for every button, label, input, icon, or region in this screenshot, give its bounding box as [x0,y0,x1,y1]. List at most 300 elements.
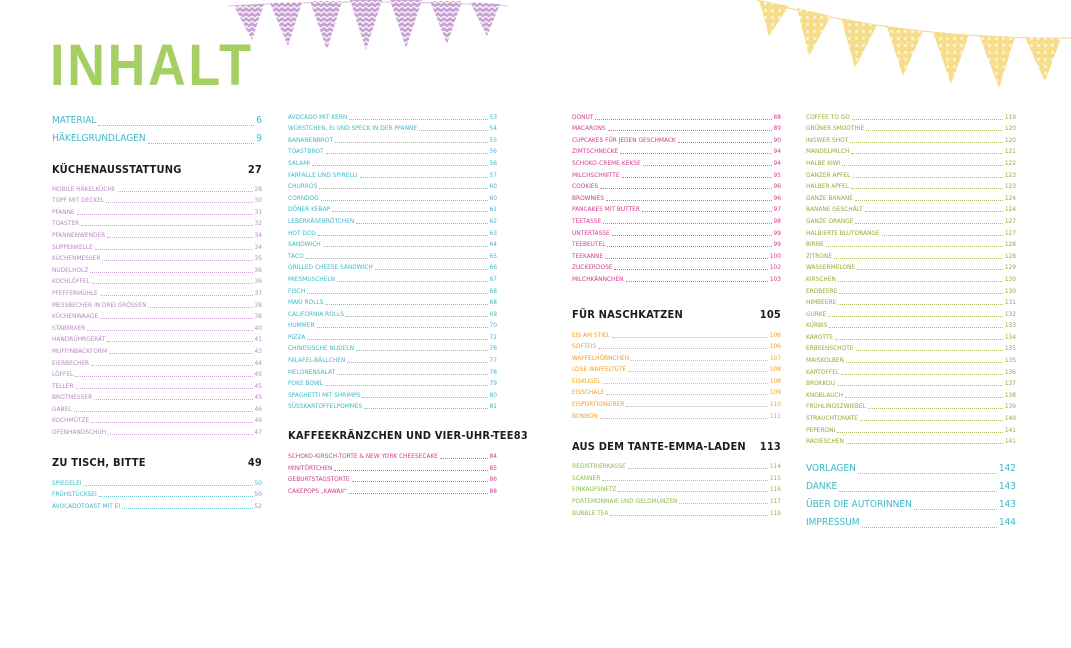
toc-dot-leader [826,246,1003,247]
toc-entry[interactable] [52,500,262,512]
toc-dot-leader [850,142,1003,143]
toc-entry[interactable] [572,227,781,239]
toc-entry-label: LEBERKÄSEBRÖTCHEN [288,216,355,225]
toc-entry[interactable] [806,134,1016,146]
toc-entry-page: 28 [254,184,262,193]
toc-column-1 [52,111,262,512]
toc-entry[interactable] [806,308,1016,320]
toc-entry[interactable] [572,273,781,285]
toc-dot-leader [841,374,1003,375]
toc-entry[interactable] [572,146,781,158]
toc-dot-leader [362,397,487,398]
toc-entry-page: 109 [769,388,781,397]
toc-entry[interactable] [288,273,497,285]
toc-entry[interactable] [52,489,262,501]
toc-entry[interactable] [288,485,497,497]
toc-entry[interactable] [572,387,781,399]
toc-entry[interactable] [52,345,262,357]
toc-entry[interactable] [572,364,781,376]
toc-dot-leader [347,362,487,363]
toc-entry[interactable] [288,123,497,135]
toc-entry[interactable] [52,229,262,241]
toc-entry[interactable] [806,227,1016,239]
toc-dot-leader [834,258,1003,259]
toc-entry[interactable] [806,331,1016,343]
toc-entry-page: 129 [1004,263,1016,272]
toc-dot-leader [307,339,487,340]
toc-entry[interactable] [52,299,262,311]
toc-entry-page: 34 [254,242,262,251]
toc-dot-leader [148,307,252,308]
toc-entry-page: 76 [489,344,497,353]
toc-entry[interactable] [288,192,497,204]
toc-dot-leader [364,408,487,409]
toc-entry[interactable] [572,262,781,274]
toc-entry[interactable] [806,215,1016,227]
toc-entry[interactable] [52,415,262,427]
toc-dot-leader [94,399,252,400]
toc-entry[interactable] [572,181,781,193]
toc-entry[interactable] [806,250,1016,262]
toc-entry-page: 63 [489,228,497,237]
toc-entry[interactable] [52,477,262,489]
section-heading [52,163,262,176]
toc-entry-page: 100 [769,251,781,260]
toc-entry-label: HALBIERTE BLUTORANGE [806,228,880,237]
toc-entry-page: 130 [1004,286,1016,295]
toc-entry[interactable] [806,424,1016,436]
toc-entry-page: 57 [489,170,497,179]
toc-entry[interactable] [572,461,781,473]
toc-entry[interactable] [806,459,1016,477]
flag [390,0,422,48]
toc-entry[interactable] [806,320,1016,332]
toc-entry[interactable] [572,250,781,262]
toc-entry-label: PFANNE [52,207,75,216]
toc-dot-leader [312,165,488,166]
toc-entry[interactable] [806,181,1016,193]
toc-entry-page: 38 [254,300,262,309]
toc-entry-label: COFFEE TO GO [806,112,850,121]
toc-entry-label: COOKIES [572,182,599,191]
toc-entry-label: KNOBLAUCH [806,390,843,399]
toc-entry-label: ERDBEERE [806,286,838,295]
toc-entry-page: 88 [489,486,497,495]
toc-entry-label: HALBER APFEL [806,182,850,191]
toc-entry[interactable] [52,380,262,392]
toc-entry-page: 43 [254,346,262,355]
toc-entry-label: PFANNENWENDER [52,230,106,239]
toc-entry[interactable] [806,157,1016,169]
toc-entry-label: SCANNER [572,473,601,482]
toc-entry-page: 117 [769,497,781,506]
toc-entry[interactable] [288,331,497,343]
toc-entry[interactable] [572,111,781,123]
toc-entry[interactable] [806,239,1016,251]
toc-entry[interactable] [806,513,1016,531]
toc-entry-page: 67 [489,274,497,283]
toc-entry[interactable] [572,123,781,135]
toc-entry[interactable] [806,273,1016,285]
toc-entry[interactable] [288,389,497,401]
toc-dot-leader [838,304,1003,305]
section-heading-label: KAFFEEKRÄNZCHEN UND VIER-UHR-TEE [288,429,514,443]
flag [887,27,923,76]
toc-entry[interactable] [806,123,1016,135]
toc-dot-leader [626,281,768,282]
toc-entry[interactable] [52,264,262,276]
section-heading [288,429,528,443]
toc-entry[interactable] [806,495,1016,513]
toc-entry[interactable] [288,204,497,216]
toc-dot-leader [440,458,488,459]
toc-entry-page: 80 [489,390,497,399]
toc-entry-page: 66 [489,263,497,272]
toc-entry-label: EISKUGEL [572,376,601,385]
toc-entry-label: CORNDOG [288,193,319,202]
toc-entry[interactable] [572,341,781,353]
toc-entry[interactable] [572,375,781,387]
toc-entry-page: 96 [773,193,781,202]
toc-entry[interactable] [52,334,262,346]
toc-entry-label: DÖNER KEBAP [288,205,331,214]
toc-dot-leader [77,214,253,215]
toc-entry[interactable] [572,507,781,519]
toc-entry-page: 41 [254,335,262,344]
toc-dot-leader [321,200,488,201]
toc-dot-leader [866,130,1003,131]
toc-dot-leader [106,202,252,203]
toc-entry-label: LÖFFEL [52,370,74,379]
flag [470,2,500,36]
toc-dot-leader [856,350,1003,351]
toc-dot-leader [882,235,1003,236]
toc-entry-page: 50 [254,490,262,499]
toc-dot-leader [605,258,768,259]
toc-dot-leader [837,432,1003,433]
toc-entry[interactable] [572,192,781,204]
toc-entry-page: 79 [489,379,497,388]
toc-entry-page: 102 [769,263,781,272]
toc-entry[interactable] [572,352,781,364]
toc-list-col4 [806,111,1016,447]
bunting-right-decoration [755,0,1071,100]
toc-entry[interactable] [572,204,781,216]
toc-entry[interactable] [806,366,1016,378]
toc-entry[interactable] [52,218,262,230]
toc-dot-leader [323,246,488,247]
toc-entry-label: EISPORTIONIERER [572,400,625,409]
toc-entry-page: 108 [769,376,781,385]
toc-entry[interactable] [288,450,497,462]
toc-entry-label: TOASTER [52,219,80,228]
toc-entry[interactable] [288,146,497,158]
toc-entry-page: 9 [256,133,262,144]
toc-entry[interactable] [806,436,1016,448]
toc-entry-label: LOSE WAFFELTÜTE [572,365,627,374]
toc-entry-label: SPAGHETTI MIT SHRIMPS [288,390,361,399]
toc-dot-leader [100,318,252,319]
toc-entry[interactable] [52,253,262,265]
toc-entry-label: SANDWICH [288,240,321,249]
flag [310,1,342,50]
toc-entry-page: 97 [773,205,781,214]
toc-entry-label: TOASTBROT [288,147,324,156]
toc-entry[interactable] [52,369,262,381]
toc-entry[interactable] [572,495,781,507]
toc-entry[interactable] [572,134,781,146]
toc-entry-page: 103 [769,274,781,283]
toc-entry-label: MUFFINBACKFORM [52,346,108,355]
toc-dot-leader [860,420,1003,421]
toc-dot-leader [838,385,1003,386]
toc-entry[interactable] [288,462,497,474]
toc-entry[interactable] [806,285,1016,297]
toc-entry-label: GANZE BANANE [806,193,853,202]
toc-entry[interactable] [806,297,1016,309]
toc-entry-page: 130 [1004,274,1016,283]
toc-dot-leader [375,269,488,270]
toc-entry-label: MAISKOLBEN [806,356,844,365]
toc-dot-leader [148,143,255,144]
toc-dot-leader [419,130,487,131]
toc-entry-label: KOCHMÜTZE [52,416,90,425]
toc-entry-page: 131 [1004,298,1016,307]
toc-dot-leader [828,316,1002,317]
toc-entry[interactable] [572,169,781,181]
toc-entry-page: 38 [254,312,262,321]
toc-entry-label: CHINESISCHE NUDELN [288,344,354,353]
toc-dot-leader [851,188,1003,189]
toc-entry-label: GURKE [806,309,827,318]
toc-entry[interactable] [52,195,262,207]
toc-entry[interactable] [806,477,1016,495]
toc-entry[interactable] [288,181,497,193]
flag [933,32,969,84]
toc-entry[interactable] [572,472,781,484]
toc-entry[interactable] [806,343,1016,355]
toc-entry[interactable] [52,311,262,323]
toc-dot-leader [626,406,767,407]
flag [759,0,789,36]
toc-entry[interactable] [288,297,497,309]
toc-entry[interactable] [288,262,497,274]
toc-dot-leader [846,443,1003,444]
toc-entry[interactable] [572,329,781,341]
toc-entry[interactable] [288,169,497,181]
toc-entry-label: TEEBEUTEL [572,240,606,249]
toc-list-tante-emma [572,461,781,519]
toc-dot-leader [122,508,252,509]
toc-entry[interactable] [288,239,497,251]
toc-dot-leader [352,481,488,482]
toc-entry[interactable] [52,357,262,369]
toc-entry-label: TEEKANNE [572,251,604,260]
toc-entry-label: PORTEMONNAIE UND GELDMÜNZEN [572,497,678,506]
toc-entry-label: TOPF MIT DECKEL [52,196,105,205]
toc-entry[interactable] [52,276,262,288]
toc-entry-label: KOCHLÖFFEL [52,277,90,286]
toc-entry-label: FRÜHLINGSZWIEBEL [806,402,866,411]
toc-entry-label: RADIESCHEN [806,437,844,446]
toc-entry-page: 54 [489,124,497,133]
section-heading [572,440,781,453]
toc-entry-page: 69 [489,309,497,318]
toc-entry-label: IMPRESSUM [806,517,860,529]
toc-dot-leader [606,394,768,395]
toc-dot-leader [678,142,772,143]
toc-dot-leader [81,225,252,226]
toc-entry[interactable] [288,227,497,239]
toc-entry-label: GRÜNER SMOOTHIE [806,124,865,133]
toc-entry[interactable] [806,389,1016,401]
toc-list-kaffeekraenzchen [288,450,497,496]
toc-entry-page: 46 [254,416,262,425]
toc-entry-page: 119 [1004,112,1016,121]
toc-entry-label: MACARONS [572,124,606,133]
toc-entry-label: GRILLED CHEESE SANDWICH [288,263,373,272]
toc-entry-page: 77 [489,356,497,365]
toc-entry-page: 143 [998,499,1016,511]
toc-entry-page: 85 [489,463,497,472]
toc-dot-leader [855,200,1003,201]
toc-entry-page: 106 [769,342,781,351]
toc-entry[interactable] [288,366,497,378]
toc-dot-leader [835,339,1003,340]
toc-entry[interactable] [572,484,781,496]
toc-entry-page: 47 [254,428,262,437]
toc-entry[interactable] [806,401,1016,413]
toc-entry-label: TACO [288,251,304,260]
toc-entry[interactable] [806,192,1016,204]
toc-dot-leader [852,119,1003,120]
toc-entry[interactable] [806,146,1016,158]
toc-entry[interactable] [572,215,781,227]
toc-entry-label: PEPERONI [806,425,836,434]
toc-entry-page: 81 [489,402,497,411]
section-heading-page: 105 [759,307,781,321]
toc-entry[interactable] [52,403,262,415]
toc-entry-label: MILCHKÄNNCHEN [572,274,624,283]
toc-entry-label: INGWER SHOT [806,135,849,144]
toc-entry-label: HANDRÜHRGERÄT [52,335,106,344]
toc-entry[interactable] [806,378,1016,390]
toc-entry-label: HOT DOG [288,228,317,237]
toc-list-kuechenausstattung [52,183,262,438]
toc-entry[interactable] [52,322,262,334]
toc-dot-leader [868,408,1003,409]
toc-entry-label: KAROTTE [806,332,834,341]
toc-dot-leader [84,485,253,486]
toc-entry-label: BIRNE [806,240,824,249]
toc-dot-leader [87,330,252,331]
toc-entry[interactable] [288,320,497,332]
toc-entry[interactable] [572,157,781,169]
toc-dot-leader [99,496,253,497]
toc-dot-leader [325,304,487,305]
toc-entry[interactable] [52,183,262,195]
toc-entry-label: TELLER [52,381,74,390]
toc-list-naschkatzen [572,329,781,422]
flag [430,1,462,44]
toc-entry[interactable] [52,111,262,129]
toc-entry-page: 65 [489,251,497,260]
toc-entry-page: 123 [1004,182,1016,191]
toc-entry[interactable] [52,129,262,147]
toc-entry[interactable] [806,412,1016,424]
toc-entry[interactable] [288,401,497,413]
toc-entry[interactable] [288,215,497,227]
toc-dot-leader [851,153,1002,154]
toc-entry-label: CALIFORNIA ROLLS [288,309,344,318]
toc-entry-page: 108 [769,365,781,374]
toc-dot-leader [356,223,487,224]
toc-entry-page: 120 [1004,124,1016,133]
section-heading [52,456,262,469]
toc-entry[interactable] [288,111,497,123]
flag [797,8,831,56]
toc-entry-label: KÜRBIS [806,321,828,330]
toc-entry-label: HIMBEERE [806,298,837,307]
section-heading [572,308,781,321]
toc-entry[interactable] [288,343,497,355]
toc-entry[interactable] [806,111,1016,123]
toc-entry[interactable] [572,410,781,422]
toc-dot-leader [306,258,488,259]
toc-entry-label: AVOCADO MIT KERN [288,112,348,121]
toc-entry-page: 88 [773,112,781,121]
toc-entry[interactable] [288,250,497,262]
toc-entry-label: GANZER APFEL [806,170,851,179]
toc-dot-leader [842,165,1003,166]
toc-entry-page: 35 [254,254,262,263]
toc-entry-label: OFENHANDSCHUH [52,428,107,437]
toc-entry-page: 62 [489,216,497,225]
toc-entry-page: 64 [489,240,497,249]
toc-entry-label: REGISTRIERKASSE [572,462,626,471]
toc-entry[interactable] [572,398,781,410]
toc-entry[interactable] [806,354,1016,366]
flag [350,0,382,50]
section-heading-page: 27 [247,163,262,176]
toc-entry-label: AVOCADOTOAST MIT EI [52,501,121,510]
toc-entry-page: 122 [1004,158,1016,167]
toc-entry[interactable] [806,169,1016,181]
toc-entry-label: KÜCHENMESSER [52,254,101,263]
toc-entry[interactable] [52,206,262,218]
toc-entry-page: 128 [1004,240,1016,249]
toc-entry[interactable] [52,392,262,404]
toc-entry-page: 124 [1004,205,1016,214]
toc-entry[interactable] [288,134,497,146]
toc-entry[interactable] [288,285,497,297]
toc-entry-page: 94 [773,147,781,156]
toc-entry[interactable] [288,157,497,169]
toc-entry[interactable] [52,426,262,438]
toc-entry[interactable] [288,378,497,390]
toc-entry[interactable] [572,239,781,251]
toc-entry[interactable] [806,262,1016,274]
toc-entry[interactable] [288,474,497,486]
toc-entry-page: 40 [254,323,262,332]
toc-entry-page: 141 [1004,425,1016,434]
toc-entry[interactable] [288,354,497,366]
toc-entry[interactable] [288,308,497,320]
toc-entry[interactable] [52,287,262,299]
toc-entry[interactable] [52,241,262,253]
toc-dot-leader [98,125,254,126]
toc-entry[interactable] [806,204,1016,216]
